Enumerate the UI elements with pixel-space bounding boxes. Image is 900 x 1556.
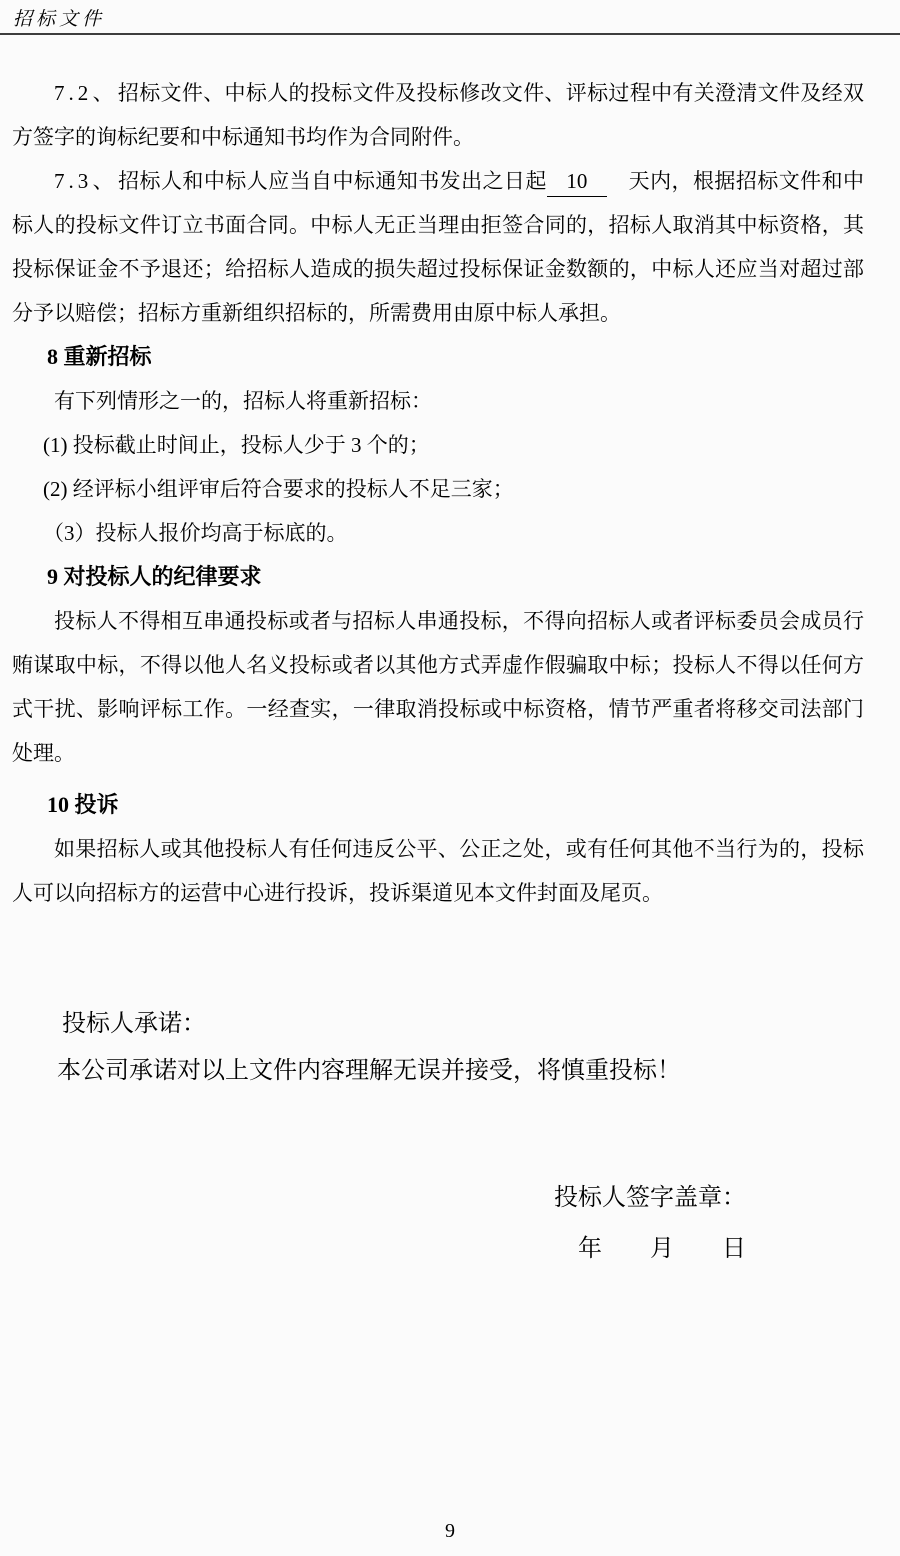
section-10-heading: 10 投诉 <box>47 792 119 817</box>
signature-date-line: 年 月 日 <box>578 1235 746 1262</box>
bidder-promise <box>12 1000 864 1094</box>
bidder-promise-label: 投标人承诺： <box>62 1010 206 1037</box>
clause-number-7-2: 7.2、 <box>54 81 118 105</box>
page-header-title: 招标文件 <box>13 9 106 30</box>
rebid-condition-3: （3）投标人报价均高于标底的。 <box>43 521 348 545</box>
paragraph-7-3-after-blank: 天内，根据招标文件和中标人的投标文件订立书面合同。中标人无正当理由拒签合同的，招标人取消其中标资格，其投标保证金不予退还；给招标人造成的损失超过投标保证金数额的，中标人还应当对超过部分予以赔偿；招标方重新组织招标的，所需费用由原中标人承担。 <box>12 169 865 325</box>
paragraph-7-3-before-blank: 招标人和中标人应当自中标通知书发出之日起 <box>118 169 547 193</box>
header-rule <box>0 33 900 35</box>
section-10-body: 如果招标人或其他投标人有任何违反公平、公正之处，或有任何其他不当行为的，投标人可以向招标方的运营中心进行投诉，投诉渠道见本文件封面及尾页。 <box>12 837 864 905</box>
section-8-intro: 有下列情形之一的，招标人将重新招标： <box>54 389 432 413</box>
section-9-heading: 9 对投标人的纪律要求 <box>47 564 262 589</box>
paragraph-7-3 <box>12 159 864 335</box>
section-9-body: 投标人不得相互串通投标或者与招标人串通投标，不得向招标人或者评标委员会成员行贿谋取中标，不得以他人名义投标或者以其他方式弄虚作假骗取中标；投标人不得以任何方式干扰、影响评标工作。一经查实，一律取消投标或中标资格，情节严重者将移交司法部门处理。 <box>12 609 864 765</box>
section-8-heading: 8 重新招标 <box>47 344 152 369</box>
days-blank-field: 10 <box>547 166 607 197</box>
paragraph-7-2-text: 招标文件、中标人的投标文件及投标修改文件、评标过程中有关澄清文件及经双方签字的询标纪要和中标通知书均作为合同附件。 <box>12 81 865 149</box>
paragraph-7-2 <box>12 71 864 159</box>
page-header <box>0 0 900 35</box>
signature-block <box>12 1174 864 1272</box>
clause-number-7-3: 7.3、 <box>54 169 119 193</box>
page-number: 9 <box>445 1520 455 1542</box>
rebid-condition-2: (2) 经评标小组评审后符合要求的投标人不足三家； <box>43 477 514 501</box>
document-body <box>0 71 864 1272</box>
bidder-promise-statement: 本公司承诺对以上文件内容理解无误并接受，将慎重投标！ <box>57 1057 681 1084</box>
rebid-condition-1: (1) 投标截止时间止，投标人少于 3 个的； <box>43 433 430 457</box>
signature-line-label: 投标人签字盖章： <box>554 1184 746 1211</box>
